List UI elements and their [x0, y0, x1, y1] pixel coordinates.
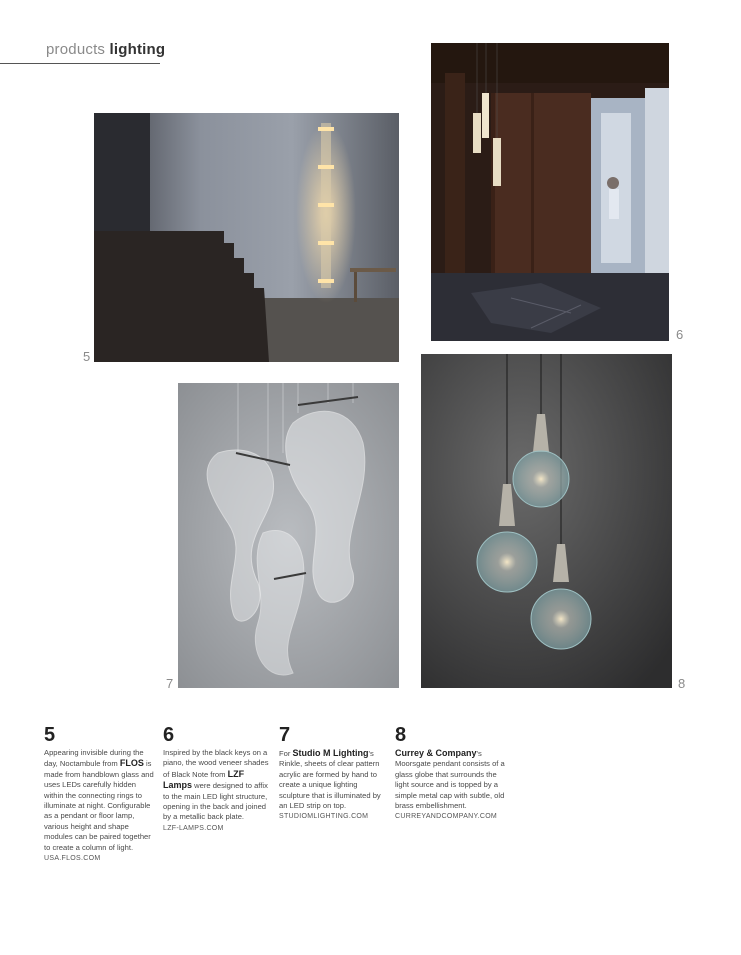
page-header: [46, 41, 165, 58]
caption-7-brand: Studio M Lighting: [292, 748, 369, 758]
photo-7-rinkle: [178, 383, 399, 688]
caption-6: [163, 724, 273, 834]
photo-6-number: 6: [676, 327, 684, 342]
photo-8-number: 8: [678, 676, 686, 691]
caption-8-url[interactable]: CURREYANDCOMPANY.COM: [395, 813, 498, 821]
caption-8-brand: Currey & Company: [395, 748, 477, 758]
caption-7-number: 7: [279, 724, 291, 746]
photo-5-number: 5: [83, 349, 91, 364]
caption-5: [44, 724, 154, 864]
photo-7-number: 7: [166, 676, 174, 691]
caption-8: [395, 724, 505, 823]
caption-6-text-post: were designed to affix to the main LED light structure, opening in the back and joined by a metallic back plate.: [163, 781, 268, 822]
caption-6-number: 6: [163, 724, 175, 746]
caption-8-text-post: 's Moorsgate pendant consists of a glass globe that surrounds the light source and is topped by a simple metal cap with subtle, old brass embellishment.: [395, 749, 505, 811]
caption-7-text-pre: For: [279, 749, 293, 758]
caption-6-brand: LZF Lamps: [163, 768, 245, 791]
caption-8-number: 8: [395, 724, 407, 746]
caption-7-text-post: 's Rinkle, sheets of clear pattern acrylic are formed by hand to create a unique lighting sculpture that is illuminated by an LED strip on top.: [279, 749, 381, 811]
caption-5-brand: FLOS: [119, 758, 144, 769]
caption-7: [279, 724, 389, 823]
caption-5-number: 5: [44, 724, 56, 746]
caption-5-text-post: is made from handblown glass and uses LEDs carefully hidden within the connecting rings to illuminate at night. Configurable as a pendant or floor lamp, various height and shape modules can be paired together to create a column of light.: [44, 759, 154, 852]
page-title: lighting: [109, 41, 166, 58]
section-label: products: [46, 41, 106, 58]
photo-8-moorsgate: [421, 354, 672, 688]
header-rule: [0, 63, 160, 64]
caption-7-url[interactable]: STUDIOMLIGHTING.COM: [279, 813, 369, 821]
caption-5-text-pre: Appearing invisible during the day, Noctambule from: [44, 748, 144, 769]
caption-5-url[interactable]: USA.FLOS.COM: [44, 855, 101, 863]
caption-6-url[interactable]: LZF-LAMPS.COM: [163, 824, 224, 832]
photo-5-noctambule: [94, 113, 399, 362]
caption-6-text-pre: Inspired by the black keys on a piano, the wood veneer shades of Black Note from: [163, 748, 269, 779]
photo-6-black-note: [431, 43, 669, 341]
